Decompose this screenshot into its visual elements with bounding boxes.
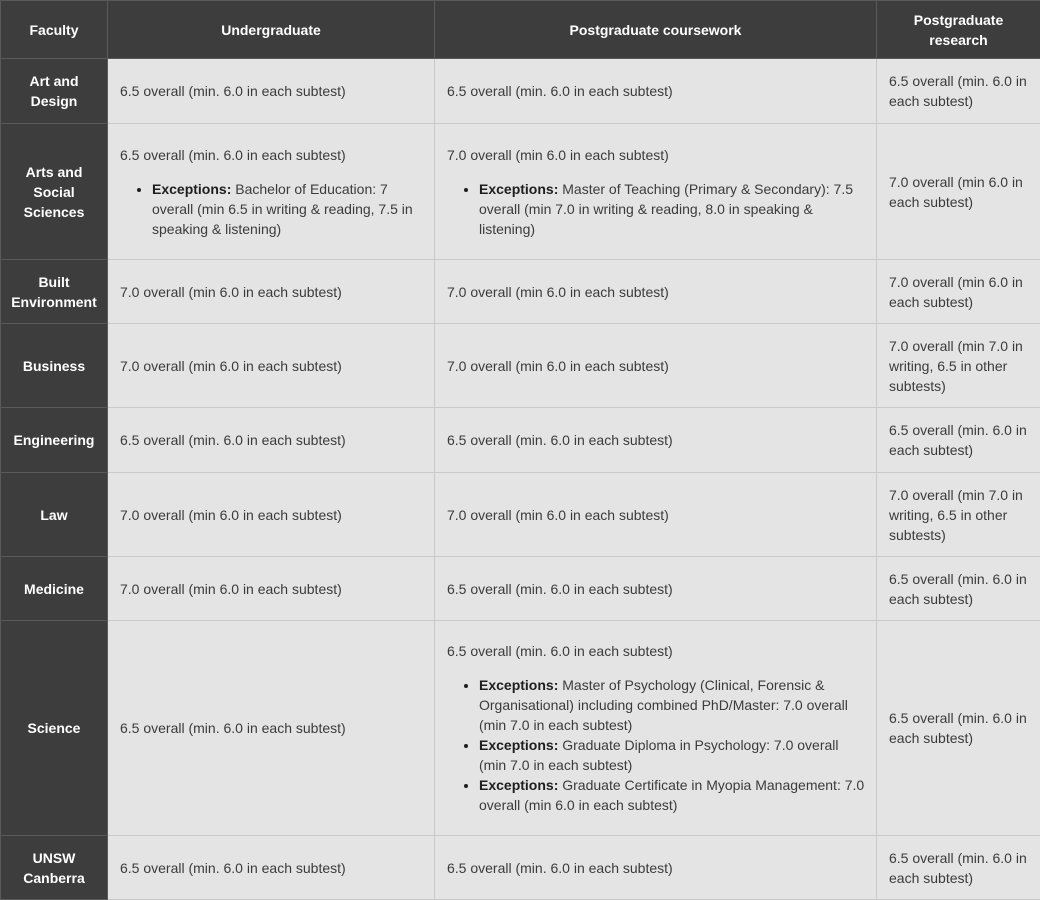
requirement-text: 7.0 overall (min 7.0 in writing, 6.5 in other subtests) <box>889 485 1030 545</box>
undergraduate-cell <box>108 473 435 557</box>
faculty-cell: Science <box>1 621 108 836</box>
requirement-text: 6.5 overall (min. 6.0 in each subtest) <box>889 569 1030 609</box>
requirement-text: 6.5 overall (min. 6.0 in each subtest) <box>120 858 424 878</box>
exceptions-list <box>447 179 866 239</box>
undergraduate-header: Undergraduate <box>108 1 435 59</box>
faculty-cell: UNSW Canberra <box>1 836 108 900</box>
exception-item <box>479 179 866 239</box>
table-row <box>1 124 1040 260</box>
exceptions-label: Exceptions: <box>152 181 231 197</box>
requirement-text: 6.5 overall (min. 6.0 in each subtest) <box>120 81 424 101</box>
requirement-text: 7.0 overall (min 6.0 in each subtest) <box>120 505 424 525</box>
exceptions-list <box>447 675 866 815</box>
postgraduate-coursework-cell <box>435 621 877 836</box>
requirement-text: 6.5 overall (min. 6.0 in each subtest) <box>447 81 866 101</box>
requirement-text: 7.0 overall (min 7.0 in writing, 6.5 in other subtests) <box>889 336 1030 396</box>
requirement-text: 7.0 overall (min 6.0 in each subtest) <box>447 505 866 525</box>
postgraduate-coursework-cell <box>435 59 877 124</box>
exceptions-label: Exceptions: <box>479 737 558 753</box>
table-row <box>1 324 1040 408</box>
exception-text: Master of Teaching (Primary & Secondary): 7.5 overall (min 7.0 in writing & reading, 8.0 in speaking & listening) <box>479 181 853 237</box>
faculty-cell: Law <box>1 473 108 557</box>
exceptions-list <box>120 179 424 239</box>
requirement-text: 7.0 overall (min 6.0 in each subtest) <box>889 172 1030 212</box>
exceptions-label: Exceptions: <box>479 181 558 197</box>
undergraduate-cell <box>108 124 435 260</box>
postgraduate-coursework-cell <box>435 408 877 473</box>
table-row <box>1 621 1040 836</box>
requirement-text: 7.0 overall (min 6.0 in each subtest) <box>447 145 866 165</box>
exception-text: Master of Psychology (Clinical, Forensic & Organisational) including combined PhD/Master: 7.0 overall (min 7.0 in each subtest) <box>479 677 848 733</box>
requirement-text: 6.5 overall (min. 6.0 in each subtest) <box>447 858 866 878</box>
exception-item <box>479 775 866 815</box>
exception-item <box>479 735 866 775</box>
postgraduate-research-cell <box>877 260 1040 324</box>
undergraduate-cell <box>108 59 435 124</box>
faculty-cell: Medicine <box>1 557 108 621</box>
exception-text: Graduate Certificate in Myopia Management: 7.0 overall (min 6.0 in each subtest) <box>479 777 864 813</box>
requirement-text: 6.5 overall (min. 6.0 in each subtest) <box>120 145 424 165</box>
requirement-text: 7.0 overall (min 6.0 in each subtest) <box>889 272 1030 312</box>
table-row <box>1 260 1040 324</box>
postgraduate-coursework-cell <box>435 324 877 408</box>
exception-text: Graduate Diploma in Psychology: 7.0 overall (min 7.0 in each subtest) <box>479 737 839 773</box>
requirement-text: 7.0 overall (min 6.0 in each subtest) <box>120 356 424 376</box>
faculty-cell: Arts and Social Sciences <box>1 124 108 260</box>
undergraduate-cell <box>108 836 435 900</box>
undergraduate-cell <box>108 621 435 836</box>
header-row <box>1 1 1040 59</box>
exceptions-label: Exceptions: <box>479 777 558 793</box>
table-row <box>1 836 1040 900</box>
faculty-cell: Art and Design <box>1 59 108 124</box>
postgraduate-research-cell <box>877 324 1040 408</box>
faculty-cell: Business <box>1 324 108 408</box>
postgraduate-coursework-cell <box>435 124 877 260</box>
faculty-cell: Engineering <box>1 408 108 473</box>
table-header <box>1 1 1040 59</box>
table-row <box>1 557 1040 621</box>
postgraduate-coursework-cell <box>435 557 877 621</box>
table-row <box>1 408 1040 473</box>
requirement-text: 6.5 overall (min. 6.0 in each subtest) <box>447 579 866 599</box>
requirement-text: 6.5 overall (min. 6.0 in each subtest) <box>889 708 1030 748</box>
postgraduate-coursework-cell <box>435 260 877 324</box>
postgraduate-research-cell <box>877 59 1040 124</box>
postgraduate-coursework-cell <box>435 836 877 900</box>
postgraduate-research-cell <box>877 621 1040 836</box>
undergraduate-cell <box>108 260 435 324</box>
postgraduate-research-cell <box>877 408 1040 473</box>
requirement-text: 7.0 overall (min 6.0 in each subtest) <box>447 282 866 302</box>
table-row <box>1 59 1040 124</box>
requirement-text: 6.5 overall (min. 6.0 in each subtest) <box>889 71 1030 111</box>
faculty-header: Faculty <box>1 1 108 59</box>
requirement-text: 6.5 overall (min. 6.0 in each subtest) <box>889 420 1030 460</box>
postgraduate-research-cell <box>877 557 1040 621</box>
postgraduate-research-cell <box>877 473 1040 557</box>
table-body <box>1 59 1040 900</box>
exception-item <box>479 675 866 735</box>
undergraduate-cell <box>108 408 435 473</box>
requirement-text: 6.5 overall (min. 6.0 in each subtest) <box>447 430 866 450</box>
exception-text: Bachelor of Education: 7 overall (min 6.5 in writing & reading, 7.5 in speaking & listening) <box>152 181 413 237</box>
table-row <box>1 473 1040 557</box>
requirement-text: 6.5 overall (min. 6.0 in each subtest) <box>889 848 1030 888</box>
requirement-text: 7.0 overall (min 6.0 in each subtest) <box>447 356 866 376</box>
exception-item <box>152 179 424 239</box>
postgraduate-research-cell <box>877 124 1040 260</box>
postgraduate-research-cell <box>877 836 1040 900</box>
exceptions-label: Exceptions: <box>479 677 558 693</box>
postgraduate-coursework-header: Postgraduate coursework <box>435 1 877 59</box>
requirement-text: 6.5 overall (min. 6.0 in each subtest) <box>120 718 424 738</box>
postgraduate-research-header: Postgraduate research <box>877 1 1040 59</box>
requirement-text: 7.0 overall (min 6.0 in each subtest) <box>120 282 424 302</box>
faculty-cell: Built Environment <box>1 260 108 324</box>
postgraduate-coursework-cell <box>435 473 877 557</box>
undergraduate-cell <box>108 324 435 408</box>
requirement-text: 6.5 overall (min. 6.0 in each subtest) <box>447 641 866 661</box>
requirement-text: 6.5 overall (min. 6.0 in each subtest) <box>120 430 424 450</box>
requirement-text: 7.0 overall (min 6.0 in each subtest) <box>120 579 424 599</box>
undergraduate-cell <box>108 557 435 621</box>
